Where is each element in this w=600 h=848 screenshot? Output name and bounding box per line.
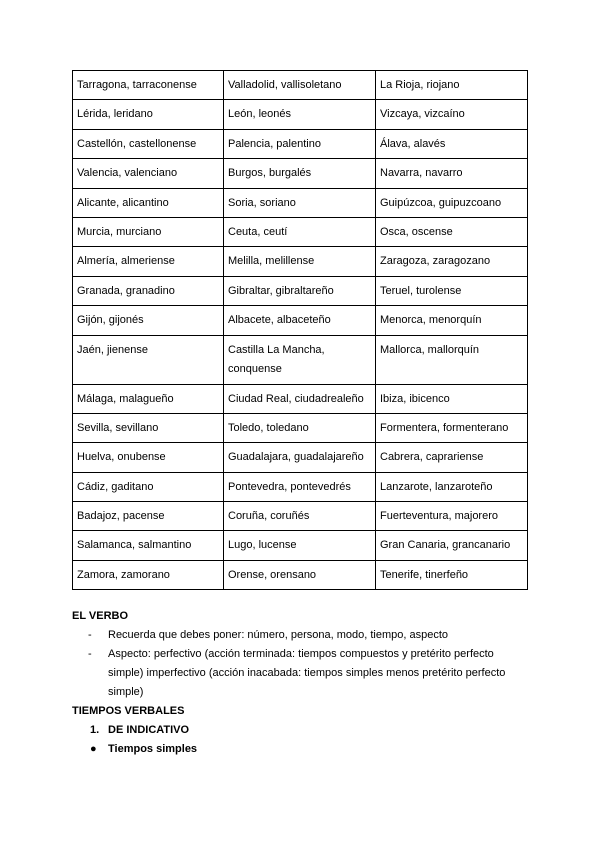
table-cell: León, leonés bbox=[224, 100, 376, 129]
table-cell: Salamanca, salmantino bbox=[73, 531, 224, 560]
table-cell: Ciudad Real, ciudadrealeño bbox=[224, 384, 376, 413]
table-cell: Jaén, jienense bbox=[73, 335, 224, 384]
gentilicios-table-body bbox=[73, 71, 528, 590]
table-row bbox=[73, 100, 528, 129]
verbo-item-text: Recuerda que debes poner: número, persona, modo, tiempo, aspecto bbox=[108, 629, 448, 641]
table-cell: Ibiza, ibicenco bbox=[376, 384, 528, 413]
gentilicios-table bbox=[72, 70, 528, 590]
table-cell: Valencia, valenciano bbox=[73, 159, 224, 188]
table-cell: Navarra, navarro bbox=[376, 159, 528, 188]
table-cell: Zaragoza, zaragozano bbox=[376, 247, 528, 276]
verbo-item-text: Aspecto: perfectivo (acción terminada: tiempos compuestos y pretérito perfecto simple) imperfectivo (acción inacabada: tiempos simples menos pretérito perfecto simple) bbox=[108, 648, 506, 698]
table-row bbox=[73, 413, 528, 442]
bullet-item-tiempos-simples bbox=[90, 740, 197, 759]
table-cell: Valladolid, vallisoletano bbox=[224, 71, 376, 100]
table-cell: Tenerife, tinerfeño bbox=[376, 560, 528, 589]
table-cell: Coruña, coruñés bbox=[224, 502, 376, 531]
table-row bbox=[73, 443, 528, 472]
table-cell: Castellón, castellonense bbox=[73, 129, 224, 158]
verbo-section-title bbox=[72, 607, 128, 626]
table-cell: Tarragona, tarraconense bbox=[73, 71, 224, 100]
table-cell: Alicante, alicantino bbox=[73, 188, 224, 217]
table-row bbox=[73, 560, 528, 589]
table-cell: Palencia, palentino bbox=[224, 129, 376, 158]
verbo-title-text: EL VERBO bbox=[72, 610, 129, 622]
table-cell: Zamora, zamorano bbox=[73, 560, 224, 589]
bullet-marker: ● bbox=[90, 743, 97, 755]
table-cell: Osca, oscense bbox=[376, 217, 528, 246]
table-cell: Badajoz, pacense bbox=[73, 502, 224, 531]
table-row bbox=[73, 71, 528, 100]
table-cell: Lérida, leridano bbox=[73, 100, 224, 129]
table-row bbox=[73, 247, 528, 276]
table-cell: Mallorca, mallorquín bbox=[376, 335, 528, 384]
table-cell: Huelva, onubense bbox=[73, 443, 224, 472]
table-cell: Cabrera, caprariense bbox=[376, 443, 528, 472]
tiempos-verbales-title: TIEMPOS VERBALES bbox=[72, 705, 185, 717]
table-cell: Soria, soriano bbox=[224, 188, 376, 217]
table-cell: Lugo, lucense bbox=[224, 531, 376, 560]
table-cell: Toledo, toledano bbox=[224, 413, 376, 442]
table-row bbox=[73, 335, 528, 384]
table-row bbox=[73, 276, 528, 305]
table-row bbox=[73, 217, 528, 246]
table-row bbox=[73, 159, 528, 188]
table-cell: Ceuta, ceutí bbox=[224, 217, 376, 246]
table-cell: Almería, almeriense bbox=[73, 247, 224, 276]
verbo-list-item bbox=[88, 645, 518, 702]
table-cell: Burgos, burgalés bbox=[224, 159, 376, 188]
table-cell: Teruel, turolense bbox=[376, 276, 528, 305]
numbered-item-indicativo bbox=[90, 721, 189, 740]
table-cell: Vizcaya, vizcaíno bbox=[376, 100, 528, 129]
table-cell: Fuerteventura, majorero bbox=[376, 502, 528, 531]
table-cell: Menorca, menorquín bbox=[376, 306, 528, 335]
table-cell: Albacete, albaceteño bbox=[224, 306, 376, 335]
table-cell: Orense, orensano bbox=[224, 560, 376, 589]
table-row bbox=[73, 502, 528, 531]
table-cell: Gijón, gijonés bbox=[73, 306, 224, 335]
table-row bbox=[73, 531, 528, 560]
verbo-list-item bbox=[88, 626, 518, 645]
dash-marker: - bbox=[88, 629, 92, 641]
table-cell: Melilla, melillense bbox=[224, 247, 376, 276]
verbo-list bbox=[88, 626, 518, 702]
table-cell: Granada, granadino bbox=[73, 276, 224, 305]
table-row bbox=[73, 384, 528, 413]
table-cell: La Rioja, riojano bbox=[376, 71, 528, 100]
table-cell: Gibraltar, gibraltareño bbox=[224, 276, 376, 305]
table-cell: Cádiz, gaditano bbox=[73, 472, 224, 501]
dash-marker: - bbox=[88, 648, 92, 660]
table-cell: Guadalajara, guadalajareño bbox=[224, 443, 376, 472]
table-cell: Álava, alavés bbox=[376, 129, 528, 158]
numbered-item-label: DE INDICATIVO bbox=[108, 724, 190, 736]
table-cell: Guipúzcoa, guipuzcoano bbox=[376, 188, 528, 217]
table-row bbox=[73, 188, 528, 217]
table-cell: Castilla La Mancha, conquense bbox=[224, 335, 376, 384]
table-row bbox=[73, 472, 528, 501]
table-row bbox=[73, 306, 528, 335]
table-cell: Formentera, formenterano bbox=[376, 413, 528, 442]
table-row bbox=[73, 129, 528, 158]
table-cell: Málaga, malagueño bbox=[73, 384, 224, 413]
table-cell: Murcia, murciano bbox=[73, 217, 224, 246]
table-cell: Sevilla, sevillano bbox=[73, 413, 224, 442]
table-cell: Pontevedra, pontevedrés bbox=[224, 472, 376, 501]
bullet-item-label: Tiempos simples bbox=[108, 743, 198, 755]
numbered-marker: 1. bbox=[90, 724, 100, 736]
table-cell: Lanzarote, lanzaroteño bbox=[376, 472, 528, 501]
table-cell: Gran Canaria, grancanario bbox=[376, 531, 528, 560]
